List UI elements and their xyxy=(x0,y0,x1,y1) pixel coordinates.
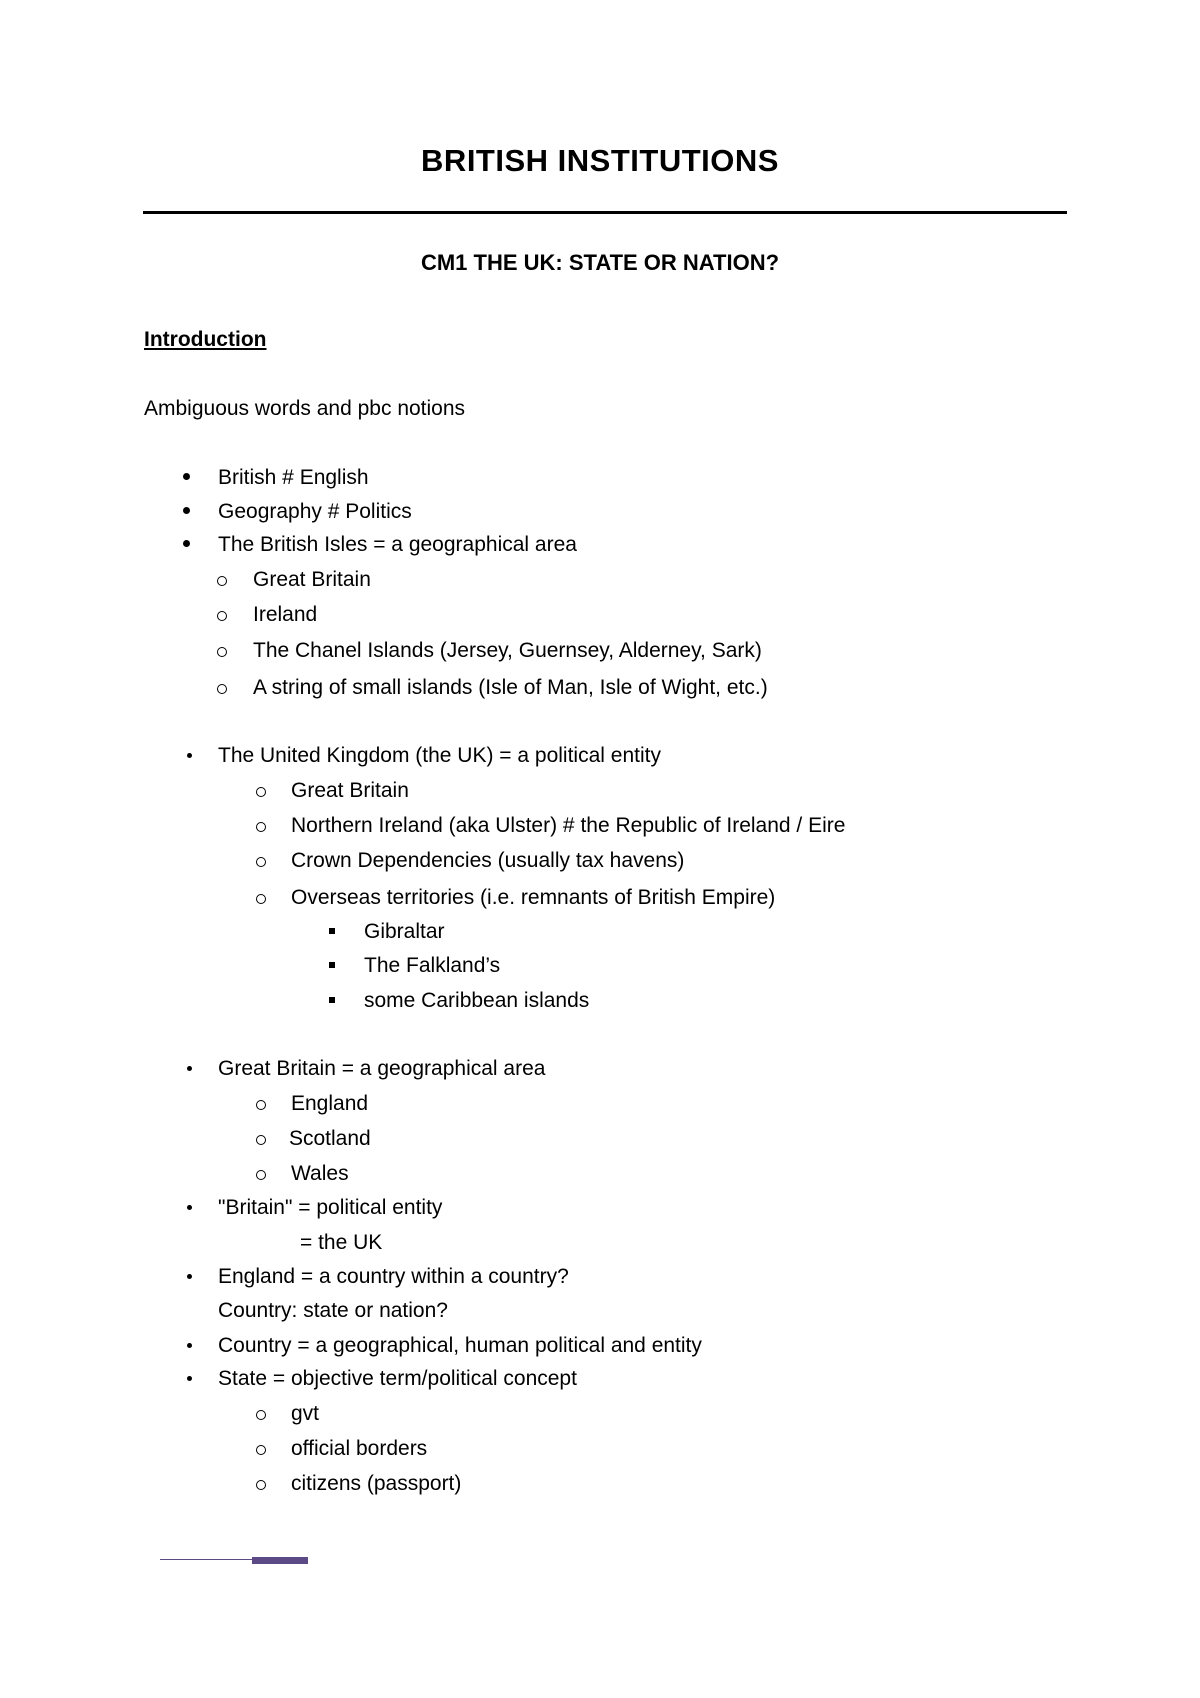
list-item: gvt xyxy=(291,1402,320,1425)
bullet-circle xyxy=(217,684,227,694)
bullet-disc xyxy=(183,540,190,547)
bullet-square xyxy=(329,997,335,1003)
document-title: BRITISH INSTITUTIONS xyxy=(421,143,779,178)
document-subtitle: CM1 THE UK: STATE OR NATION? xyxy=(420,250,780,275)
list-item: Wales xyxy=(291,1162,349,1185)
bullet-circle xyxy=(256,1170,266,1180)
bullet-disc xyxy=(183,507,190,514)
list-item: England xyxy=(291,1092,369,1115)
list-item: Great Britain xyxy=(291,779,409,802)
list-item: Country = a geographical, human political and entity xyxy=(218,1334,702,1357)
list-item: The Chanel Islands (Jersey, Guernsey, Alderney, Sark) xyxy=(253,639,762,662)
list-item: The British Isles = a geographical area xyxy=(218,533,577,556)
bullet-disc xyxy=(187,1343,192,1348)
list-item: Overseas territories (i.e. remnants of British Empire) xyxy=(291,886,776,909)
bullet-circle xyxy=(256,1100,266,1110)
list-item: State = objective term/political concept xyxy=(218,1367,577,1390)
list-item: British # English xyxy=(218,466,369,489)
bullet-circle xyxy=(256,822,266,832)
bullet-disc xyxy=(187,1066,192,1071)
bullet-disc xyxy=(187,1205,192,1210)
list-item: England = a country within a country? xyxy=(218,1265,569,1288)
section-heading: Introduction xyxy=(144,328,267,351)
list-item: Crown Dependencies (usually tax havens) xyxy=(291,849,685,872)
list-item-continuation: = the UK xyxy=(300,1231,383,1254)
list-item: Great Britain = a geographical area xyxy=(218,1057,546,1080)
list-item: The United Kingdom (the UK) = a political entity xyxy=(218,744,661,767)
list-item: some Caribbean islands xyxy=(364,989,590,1012)
bullet-circle xyxy=(256,1135,266,1145)
bullet-circle xyxy=(256,787,266,797)
bullet-disc xyxy=(183,473,190,480)
bullet-circle xyxy=(256,1480,266,1490)
list-item: Great Britain xyxy=(253,568,371,591)
bullet-square xyxy=(329,928,335,934)
intro-line: Ambiguous words and pbc notions xyxy=(144,397,466,420)
bullet-circle xyxy=(217,576,227,586)
footer-line xyxy=(160,1559,252,1560)
list-item-continuation: Country: state or nation? xyxy=(218,1299,448,1322)
list-item: Scotland xyxy=(289,1127,371,1150)
bullet-circle xyxy=(256,857,266,867)
list-item: official borders xyxy=(291,1437,428,1460)
bullet-circle xyxy=(256,1410,266,1420)
bullet-disc xyxy=(187,1376,192,1381)
list-item: citizens (passport) xyxy=(291,1472,462,1495)
bullet-circle xyxy=(256,1445,266,1455)
bullet-circle xyxy=(217,647,227,657)
list-item: A string of small islands (Isle of Man, Isle of Wight, etc.) xyxy=(253,676,768,699)
bullet-circle xyxy=(217,611,227,621)
bullet-circle xyxy=(256,894,266,904)
title-rule xyxy=(143,211,1067,214)
bullet-square xyxy=(329,962,335,968)
bullet-disc xyxy=(187,753,192,758)
list-item: Geography # Politics xyxy=(218,500,412,523)
list-item: Ireland xyxy=(253,603,318,626)
footer-bar xyxy=(252,1557,308,1564)
list-item: "Britain" = political entity xyxy=(218,1196,443,1219)
bullet-disc xyxy=(187,1274,192,1279)
list-item: Gibraltar xyxy=(364,920,445,943)
list-item: The Falkland’s xyxy=(364,954,501,977)
list-item: Northern Ireland (aka Ulster) # the Republic of Ireland / Eire xyxy=(291,814,846,837)
